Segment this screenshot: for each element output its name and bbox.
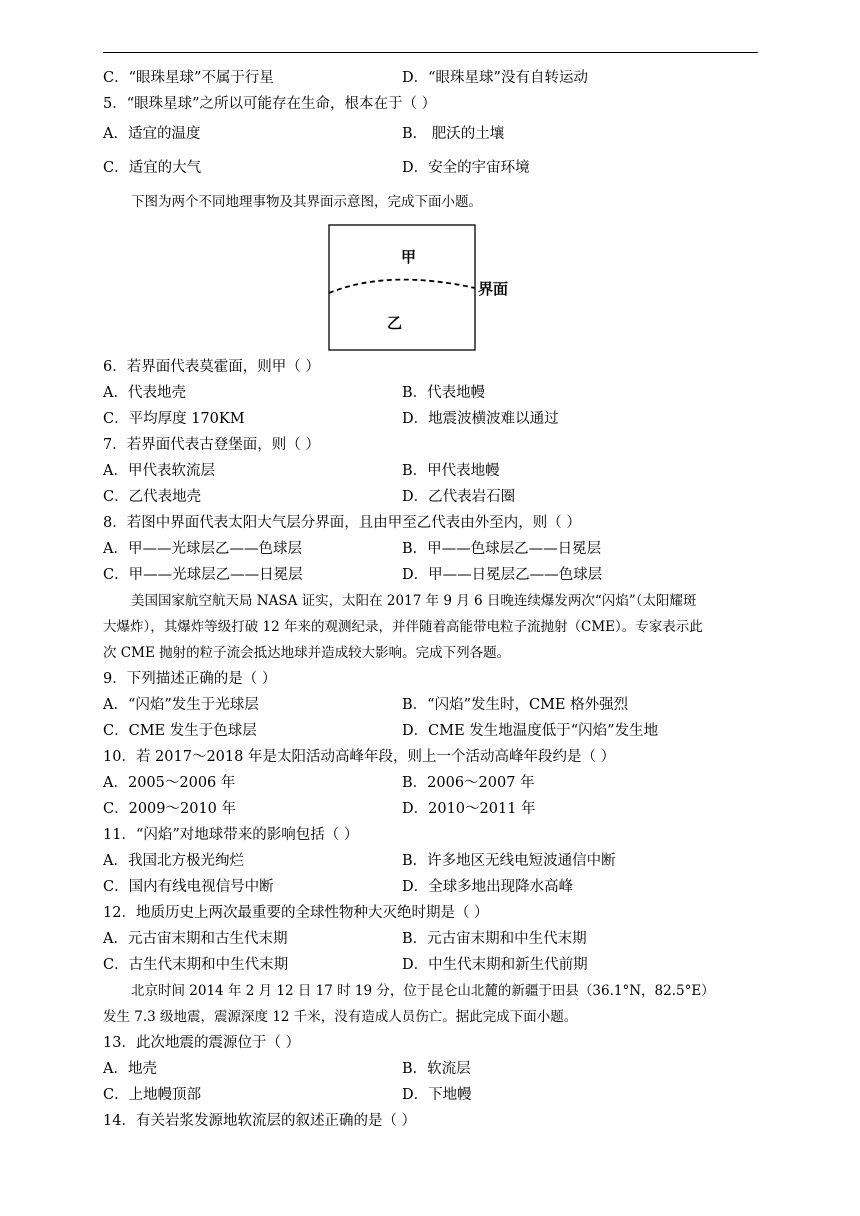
q9-option-a: A．“闪焰”发生于光球层 xyxy=(103,697,259,713)
boundary-line xyxy=(329,280,475,293)
q11-option-d: D．全球多地出现降水高峰 xyxy=(402,879,574,895)
q8-option-d: D．甲——日冕层乙——色球层 xyxy=(402,567,603,583)
nasa-intro-line2: 大爆炸），其爆炸等级打破 12 年来的观测纪录，并伴随着高能带电粒子流抛射（CME）。专家表示此 xyxy=(103,619,703,635)
q10-option-d: D．2010～2011 年 xyxy=(402,801,536,817)
q12-option-d: D．中生代末期和新生代前期 xyxy=(402,957,588,973)
label-yi: 乙 xyxy=(387,314,403,332)
q6-option-b: B．代表地幔 xyxy=(402,385,486,401)
q4-option-c: C．“眼珠星球”不属于行星 xyxy=(103,70,274,86)
q13-stem: 13．此次地震的震源位于（ ） xyxy=(103,1035,301,1051)
q7-stem: 7．若界面代表古登堡面，则（ ） xyxy=(103,437,320,453)
label-jia: 甲 xyxy=(401,248,417,266)
q12-option-c: C．古生代末期和中生代末期 xyxy=(103,957,289,973)
q5-option-b: B． 肥沃的土壤 xyxy=(402,126,505,142)
q12-stem: 12．地质历史上两次最重要的全球性物种大灭绝时期是（ ） xyxy=(103,905,489,921)
q10-option-a: A．2005～2006 年 xyxy=(103,775,236,791)
quake-intro-line2: 发生 7.3 级地震，震源深度 12 千米，没有造成人员伤亡。据此完成下面小题。 xyxy=(103,1009,578,1025)
q11-stem: 11．“闪焰”对地球带来的影响包括（ ） xyxy=(103,827,359,843)
q10-option-b: B．2006～2007 年 xyxy=(402,775,535,791)
diagram-intro: 下图为两个不同地理事物及其界面示意图，完成下面小题。 xyxy=(131,194,482,210)
q7-option-b: B．甲代表地幔 xyxy=(402,463,500,479)
q5-option-d: D．安全的宇宙环境 xyxy=(402,160,530,176)
q14-stem: 14．有关岩浆发源地软流层的叙述正确的是（ ） xyxy=(103,1113,417,1129)
q13-option-b: B．软流层 xyxy=(402,1061,471,1077)
q7-option-a: A．甲代表软流层 xyxy=(103,463,215,479)
q11-option-b: B．许多地区无线电短波通信中断 xyxy=(402,853,616,869)
q6-option-d: D．地震波横波难以通过 xyxy=(402,411,559,427)
boundary-diagram xyxy=(328,224,518,352)
q4-option-d: D．“眼珠星球”没有自转运动 xyxy=(402,70,588,86)
q9-option-c: C．CME 发生于色球层 xyxy=(103,723,257,739)
q11-option-a: A．我国北方极光绚烂 xyxy=(103,853,244,869)
q10-stem: 10．若 2017～2018 年是太阳活动高峰年段，则上一个活动高峰年段约是（ ） xyxy=(103,749,616,765)
q8-option-c: C．甲——光球层乙——日冕层 xyxy=(103,567,303,583)
nasa-intro-line1: 美国国家航空航天局 NASA 证实，太阳在 2017 年 9 月 6 日晚连续爆发两次“闪焰”（太阳耀斑 xyxy=(131,593,697,609)
q13-option-d: D．下地幔 xyxy=(402,1087,472,1103)
q5-stem: 5．“眼珠星球”之所以可能存在生命，根本在于（ ） xyxy=(103,96,437,112)
q10-option-c: C．2009～2010 年 xyxy=(103,801,237,817)
q9-stem: 9．下列描述正确的是（ ） xyxy=(103,671,277,687)
q6-option-c: C．平均厚度 170KM xyxy=(103,411,245,427)
q8-option-a: A．甲——光球层乙——色球层 xyxy=(103,541,302,557)
q8-stem: 8．若图中界面代表太阳大气层分界面，且由甲至乙代表由外至内，则（ ） xyxy=(103,515,581,531)
quake-intro-line1: 北京时间 2014 年 2 月 12 日 17 时 19 分，位于昆仑山北麓的新疆于田县（36.1°N，82.5°E） xyxy=(131,983,715,999)
boundary-diagram-svg xyxy=(328,224,518,352)
q13-option-a: A．地壳 xyxy=(103,1061,157,1077)
q9-option-b: B．“闪焰”发生时，CME 格外强烈 xyxy=(402,697,629,713)
q11-option-c: C．国内有线电视信号中断 xyxy=(103,879,274,895)
q5-option-a: A．适宜的温度 xyxy=(103,126,201,142)
q5-option-c: C．适宜的大气 xyxy=(103,160,202,176)
nasa-intro-line3: 次 CME 抛射的粒子流会抵达地球并造成较大影响。完成下列各题。 xyxy=(103,645,511,661)
q7-option-c: C．乙代表地壳 xyxy=(103,489,202,505)
q9-option-d: D．CME 发生地温度低于“闪焰”发生地 xyxy=(402,723,659,739)
label-boundary: 界面 xyxy=(478,280,509,298)
q12-option-b: B．元古宙末期和中生代末期 xyxy=(402,931,587,947)
q12-option-a: A．元古宙末期和古生代末期 xyxy=(103,931,288,947)
q13-option-c: C．上地幔顶部 xyxy=(103,1087,202,1103)
header-rule xyxy=(103,52,758,53)
q8-option-b: B．甲——色球层乙——日冕层 xyxy=(402,541,602,557)
q6-option-a: A．代表地壳 xyxy=(103,385,186,401)
q7-option-d: D．乙代表岩石圈 xyxy=(402,489,516,505)
q6-stem: 6．若界面代表莫霍面，则甲（ ） xyxy=(103,359,320,375)
